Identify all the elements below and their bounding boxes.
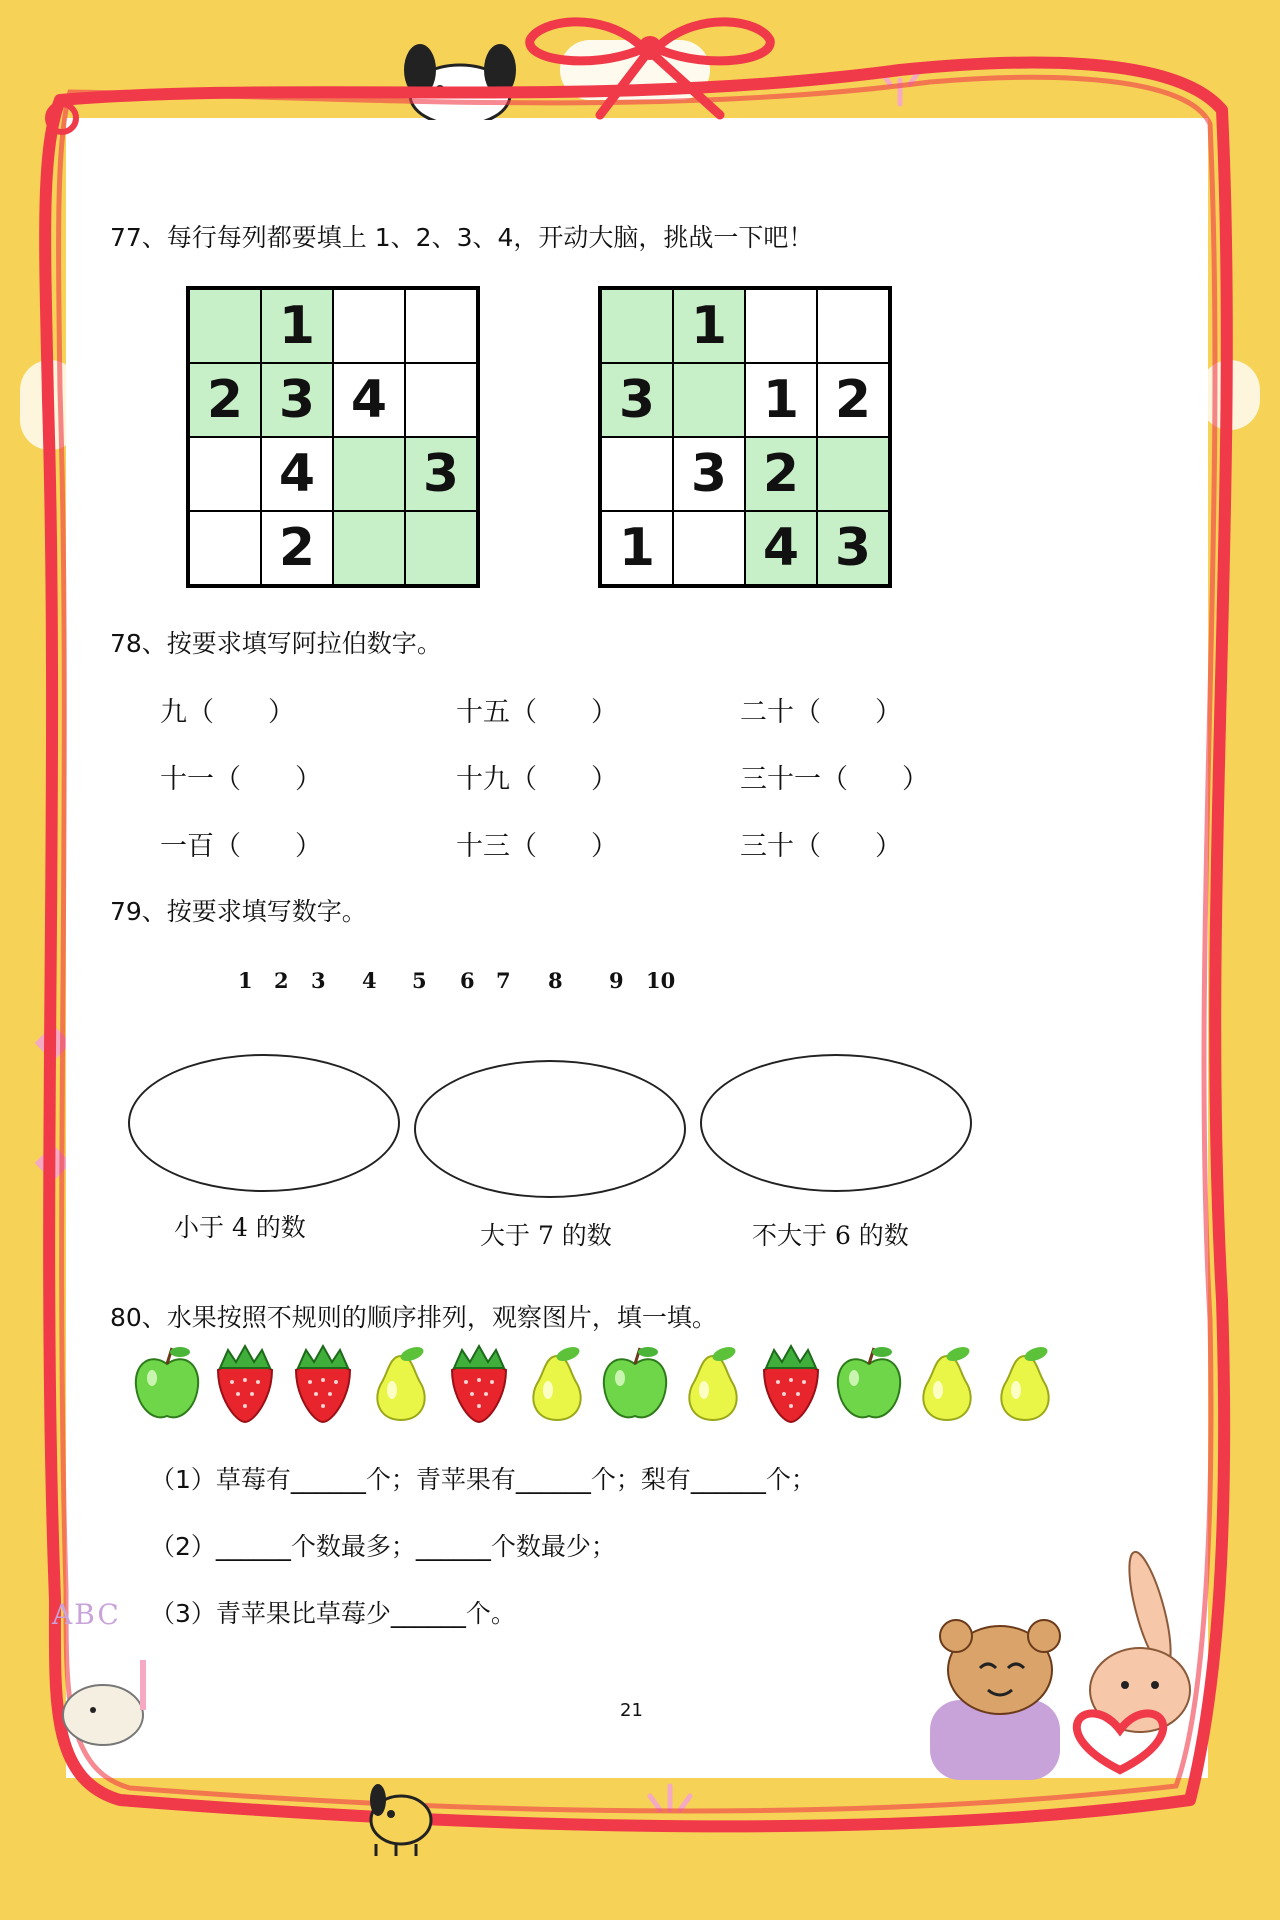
grid2-cell-r4c2[interactable] bbox=[673, 511, 745, 585]
grid1-cell-r1c3[interactable] bbox=[333, 289, 405, 363]
answer-ellipse-not-greater-than-6[interactable] bbox=[700, 1054, 972, 1192]
number-5: 5 bbox=[412, 968, 427, 993]
grid1-cell-r3c3[interactable] bbox=[333, 437, 405, 511]
label-less-than-4: 小于 4 的数 bbox=[174, 1213, 306, 1242]
grid2-cell-r2c3: 1 bbox=[745, 363, 817, 437]
question-80-part-2: （2）______个数最多；______个数最少； bbox=[150, 1532, 616, 1561]
grid2-cell-r1c1[interactable] bbox=[601, 289, 673, 363]
grid1-cell-r4c3[interactable] bbox=[333, 511, 405, 585]
apple-icon bbox=[832, 1342, 906, 1424]
question-80-part-3: （3）青苹果比草莓少______个。 bbox=[150, 1599, 516, 1628]
apple-icon bbox=[130, 1342, 204, 1424]
grid1-cell-r4c1[interactable] bbox=[189, 511, 261, 585]
blank-19[interactable]: 十九（ ） bbox=[456, 764, 618, 795]
dog-cartoon-bottom-icon bbox=[356, 1770, 446, 1860]
question-77-title: 77、每行每列都要填上 1、2、3、4，开动大脑，挑战一下吧！ bbox=[110, 223, 814, 252]
grid1-cell-r2c1: 2 bbox=[189, 363, 261, 437]
grid2-cell-r2c2[interactable] bbox=[673, 363, 745, 437]
blank-15[interactable]: 十五（ ） bbox=[456, 697, 618, 728]
apple-icon bbox=[598, 1342, 672, 1424]
pear-icon bbox=[988, 1342, 1062, 1424]
blank-31[interactable]: 三十一（ ） bbox=[740, 764, 929, 795]
number-3: 3 bbox=[311, 968, 326, 993]
blank-100[interactable]: 一百（ ） bbox=[160, 831, 322, 862]
number-1: 1 bbox=[238, 968, 253, 993]
grid1-cell-r2c4[interactable] bbox=[405, 363, 477, 437]
number-9: 9 bbox=[609, 968, 624, 993]
question-80-part-1: （1）草莓有______个；青苹果有______个；梨有______个； bbox=[150, 1465, 816, 1494]
grid1-cell-r1c4[interactable] bbox=[405, 289, 477, 363]
puzzle-grid-1 bbox=[186, 286, 480, 588]
number-8: 8 bbox=[548, 968, 563, 993]
grid1-cell-r4c2: 2 bbox=[261, 511, 333, 585]
grid2-cell-r3c1[interactable] bbox=[601, 437, 673, 511]
strawberry-icon bbox=[754, 1342, 828, 1424]
grid2-cell-r4c4: 3 bbox=[817, 511, 889, 585]
bg-cloud-top bbox=[560, 40, 710, 100]
grid2-cell-r1c3[interactable] bbox=[745, 289, 817, 363]
grid2-cell-r1c2: 1 bbox=[673, 289, 745, 363]
strawberry-icon bbox=[208, 1342, 282, 1424]
blank-20[interactable]: 二十（ ） bbox=[740, 697, 902, 728]
grid1-cell-r2c2: 3 bbox=[261, 363, 333, 437]
number-4: 4 bbox=[362, 968, 377, 993]
pear-icon bbox=[676, 1342, 750, 1424]
grid1-cell-r4c4[interactable] bbox=[405, 511, 477, 585]
strawberry-icon bbox=[286, 1342, 360, 1424]
sun-icon bbox=[860, 60, 940, 110]
page-number: 21 bbox=[620, 1700, 643, 1721]
sun-icon-bottom bbox=[630, 1780, 710, 1830]
grid1-cell-r2c3: 4 bbox=[333, 363, 405, 437]
elephant-cartoon-icon bbox=[58, 1650, 158, 1750]
grid2-cell-r3c2: 3 bbox=[673, 437, 745, 511]
grid2-cell-r4c3: 4 bbox=[745, 511, 817, 585]
answer-ellipse-less-than-4[interactable] bbox=[128, 1054, 400, 1192]
blank-13[interactable]: 十三（ ） bbox=[456, 831, 618, 862]
blank-30[interactable]: 三十（ ） bbox=[740, 831, 902, 862]
grid1-cell-r1c2: 1 bbox=[261, 289, 333, 363]
number-7: 7 bbox=[496, 968, 511, 993]
grid1-cell-r3c2: 4 bbox=[261, 437, 333, 511]
question-79-title: 79、按要求填写数字。 bbox=[110, 897, 367, 926]
grid2-cell-r4c1: 1 bbox=[601, 511, 673, 585]
pear-icon bbox=[364, 1342, 438, 1424]
number-10: 10 bbox=[646, 968, 676, 993]
label-greater-than-7: 大于 7 的数 bbox=[480, 1221, 612, 1250]
bottom-strip bbox=[360, 1780, 1120, 1870]
grid2-cell-r3c4[interactable] bbox=[817, 437, 889, 511]
number-6: 6 bbox=[460, 968, 475, 993]
dog-cartoon-top-icon bbox=[380, 40, 540, 120]
puzzle-grid-2 bbox=[598, 286, 892, 588]
grid1-cell-r3c4: 3 bbox=[405, 437, 477, 511]
pear-icon bbox=[910, 1342, 984, 1424]
grid2-cell-r1c4[interactable] bbox=[817, 289, 889, 363]
question-80-title: 80、水果按照不规则的顺序排列，观察图片，填一填。 bbox=[110, 1303, 717, 1332]
blank-9[interactable]: 九（ ） bbox=[160, 697, 295, 728]
number-2: 2 bbox=[274, 968, 289, 993]
grid2-cell-r2c1: 3 bbox=[601, 363, 673, 437]
blank-11[interactable]: 十一（ ） bbox=[160, 764, 322, 795]
label-not-greater-than-6: 不大于 6 的数 bbox=[752, 1221, 909, 1250]
pear-icon bbox=[520, 1342, 594, 1424]
bear-and-rabbit-cartoon-icon bbox=[920, 1540, 1220, 1780]
answer-ellipse-greater-than-7[interactable] bbox=[414, 1060, 686, 1198]
abc-decoration: ABC bbox=[52, 1598, 121, 1631]
grid1-cell-r1c1[interactable] bbox=[189, 289, 261, 363]
strawberry-icon bbox=[442, 1342, 516, 1424]
grid2-cell-r2c4: 2 bbox=[817, 363, 889, 437]
grid1-cell-r3c1[interactable] bbox=[189, 437, 261, 511]
bg-cloud-right bbox=[1200, 360, 1260, 430]
question-78-title: 78、按要求填写阿拉伯数字。 bbox=[110, 629, 442, 658]
grid2-cell-r3c3: 2 bbox=[745, 437, 817, 511]
